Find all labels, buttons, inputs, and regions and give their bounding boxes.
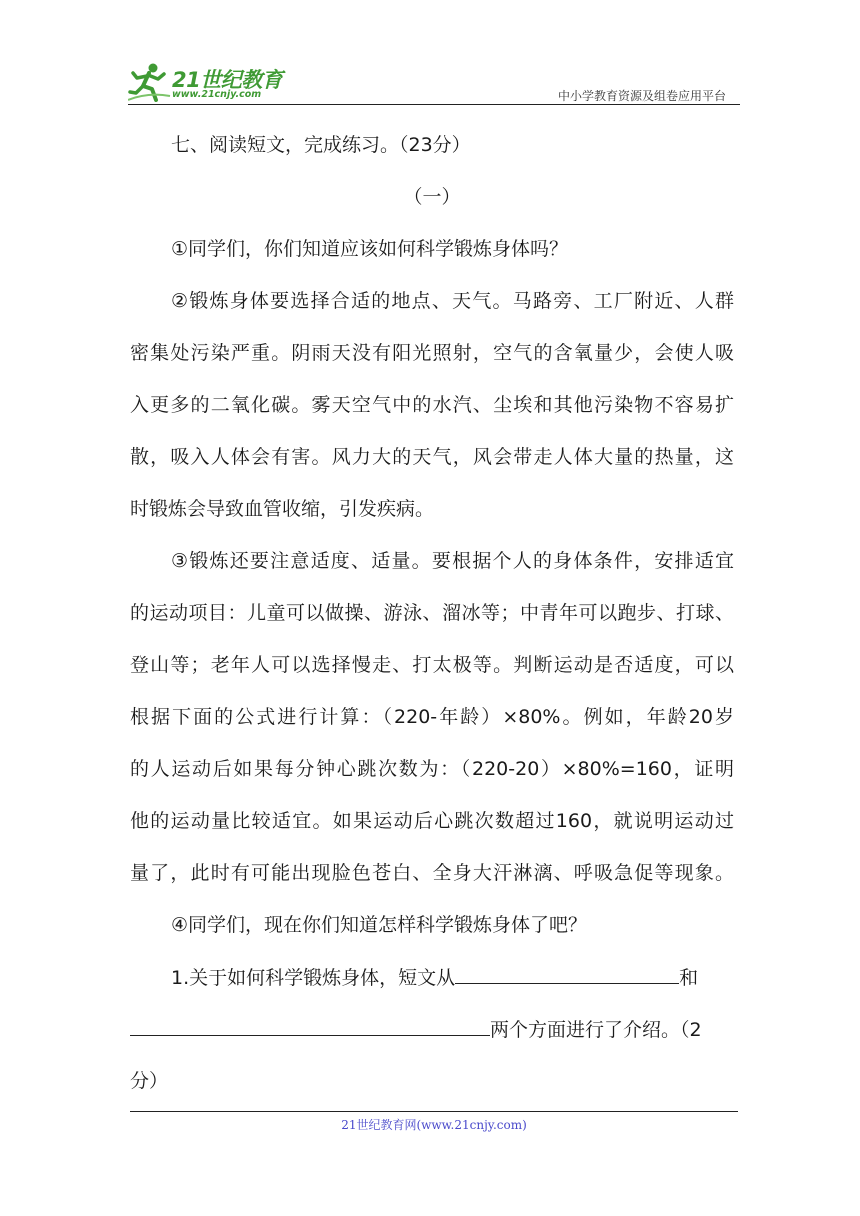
paragraph-2-line: 入更多的二氧化碳。雾天空气中的水汽、尘埃和其他污染物不容易扩: [130, 394, 734, 416]
paragraph-3-line: 的运动项目：儿童可以做操、游泳、溜冰等；中青年可以跑步、打球、: [130, 602, 734, 624]
logo-url: www.21cnjy.com: [172, 89, 262, 100]
footer-divider: [130, 1111, 738, 1112]
paragraph-2-line: ②锻炼身体要选择合适的地点、天气。马路旁、工厂附近、人群: [171, 290, 734, 312]
question-1-text: 两个方面进行了介绍。（2: [490, 1019, 702, 1041]
question-1-score: 分）: [130, 1070, 169, 1092]
paragraph-1-line: ①同学们，你们知道应该如何科学锻炼身体吗？: [171, 238, 569, 260]
question-1-text: 1.关于如何科学锻炼身体，短文从: [171, 967, 456, 989]
page-header: [128, 58, 740, 106]
header-tagline: 中小学教育资源及组卷应用平台: [557, 89, 726, 103]
question-1-line: [130, 957, 734, 1009]
paragraph-2-line: 散，吸入人体会有害。风力大的天气，风会带走人体大量的热量，这: [130, 446, 734, 468]
section-title: 七、阅读短文，完成练习。（23分）: [171, 134, 471, 156]
logo-wordmark: 21世纪教育: [172, 68, 283, 92]
section-subtitle: （一）: [403, 186, 461, 208]
question-1-line: [130, 1009, 734, 1061]
answer-blank-1[interactable]: [455, 957, 679, 984]
paragraph-4-line: ④同学们，现在你们知道怎样科学锻炼身体了吧？: [171, 914, 588, 936]
answer-blank-2[interactable]: [130, 1009, 490, 1036]
paragraph-3-line: 量了，此时有可能出现脸色苍白、全身大汗淋漓、呼吸急促等现象。: [130, 862, 734, 884]
paragraph-3-line: 的人运动后如果每分钟心跳次数为：（220-20）×80%=160，证明: [130, 758, 734, 780]
paragraph-3-line: 他的运动量比较适宜。如果运动后心跳次数超过160，就说明运动过: [130, 810, 734, 832]
paragraph-2-line: 时锻炼会导致血管收缩，引发疾病。: [130, 498, 435, 520]
document-body: [130, 125, 734, 1113]
page-footer: 21世纪教育网(www.21cnjy.com): [341, 1118, 527, 1132]
logo: [128, 58, 298, 104]
paragraph-3-line: 登山等；老年人可以选择慢走、打太极等。判断运动是否适度，可以: [130, 654, 734, 676]
question-1-connector: 和: [679, 967, 699, 989]
runner-logo-icon: [128, 62, 172, 102]
paragraph-3-line: ③锻炼还要注意适度、适量。要根据个人的身体条件，安排适宜: [171, 550, 734, 572]
paragraph-2-line: 密集处污染严重。阴雨天没有阳光照射，空气的含氧量少，会使人吸: [130, 342, 734, 364]
paragraph-3-line: 根据下面的公式进行计算：（220-年龄）×80%。例如，年龄20岁: [130, 706, 734, 728]
header-divider: [128, 104, 740, 105]
